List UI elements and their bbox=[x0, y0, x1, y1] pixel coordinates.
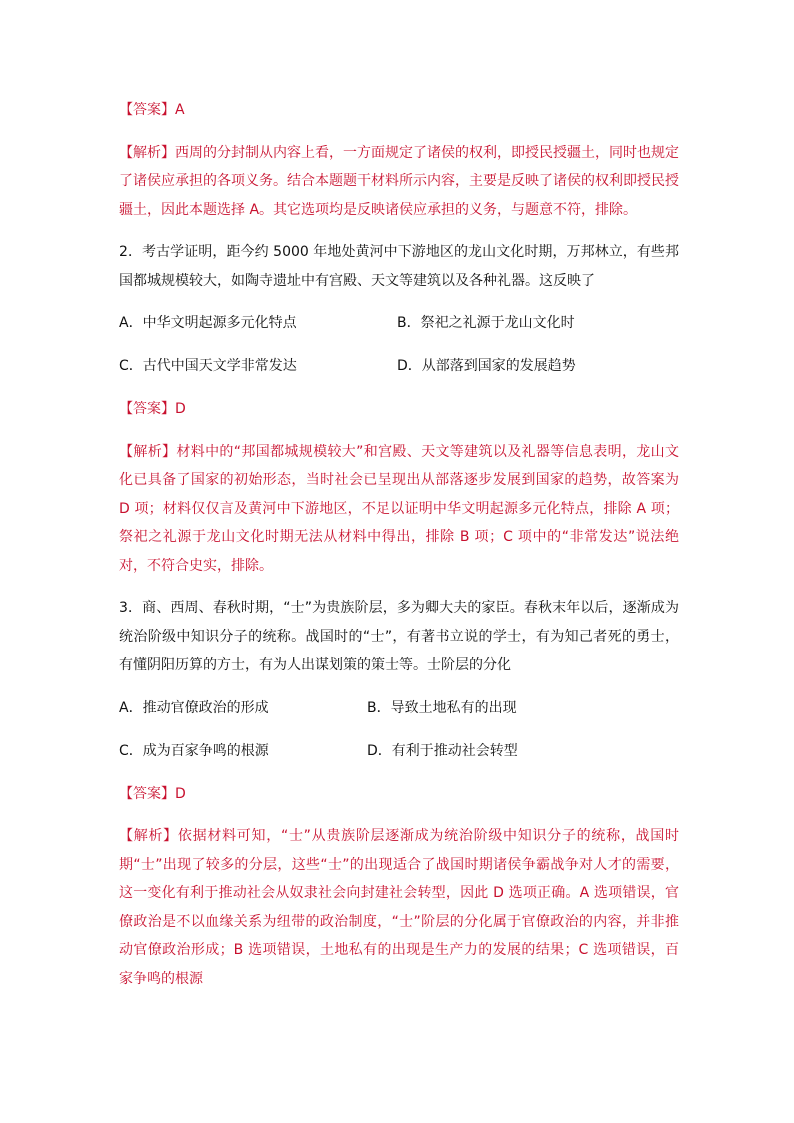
option-a: A．推动官僚政治的形成 bbox=[119, 699, 269, 716]
question-3-options-row-1 bbox=[119, 694, 679, 722]
answer-text: D bbox=[175, 401, 186, 417]
explanation-2 bbox=[119, 438, 679, 581]
option-c: C．成为百家争鸣的根源 bbox=[119, 742, 269, 759]
document-page bbox=[119, 96, 679, 993]
explanation-tag: 【解析】 bbox=[119, 443, 177, 460]
option-d: D．有利于推动社会转型 bbox=[367, 742, 518, 759]
option-b: B．祭祀之礼源于龙山文化时 bbox=[397, 315, 575, 331]
question-2-options-row-1 bbox=[119, 309, 679, 337]
option-c: C．古代中国天文学非常发达 bbox=[119, 358, 297, 374]
explanation-3 bbox=[119, 822, 679, 993]
explanation-tag: 【解析】 bbox=[119, 144, 175, 161]
answer-text: A bbox=[175, 102, 185, 118]
question-2: 2．考古学证明，距今约 5000 年地处黄河中下游地区的龙山文化时期，万邦林立，有些邦国都城规模较大，如陶寺遗址中有宫殿、天文等建筑以及各种礼器。这反映了 bbox=[119, 244, 679, 289]
explanation-1 bbox=[119, 139, 679, 225]
answer-tag: 【答案】 bbox=[119, 785, 175, 802]
explanation-tag: 【解析】 bbox=[119, 828, 178, 844]
explanation-text: 材料中的“邦国都城规模较大”和宫殿、天文等建筑以及礼器等信息表明，龙山文化已具备了国家的初始形态，当时社会已呈现出从部落逐步发展到国家的趋势，故答案为 D 项；材料仅仅言及黄河中下游地区，不足以证明中华文明起源多元化特点，排除 A 项；祭祀之礼源于龙山文化时期无法从材料中得出，排除 B 项；C 项中的“非常发达”说法绝对，不符合史实，排除。 bbox=[119, 443, 679, 574]
answer-2 bbox=[119, 395, 679, 424]
option-a: A．中华文明起源多元化特点 bbox=[119, 315, 297, 331]
answer-1 bbox=[119, 96, 679, 125]
explanation-text: 依据材料可知，“士”从贵族阶层逐渐成为统治阶级中知识分子的统称，战国时期“士”出现了较多的分层，这些“士”的出现适合了战国时期诸侯争霸战争对人才的需要，这一变化有利于推动社会从奴隶社会向封建社会转型，因此 D 选项正确。A 选项错误，官僚政治是不以血缘关系为纽带的政治制度，“士”阶层的分化属于官僚政治的内容，并非推动官僚政治形成；B 选项错误，土地私有的出现是生产力的发展的结果；C 选项错误，百家争鸣的根源 bbox=[119, 828, 680, 987]
answer-tag: 【答案】 bbox=[119, 401, 175, 417]
answer-3 bbox=[119, 780, 679, 809]
option-b: B．导致土地私有的出现 bbox=[367, 699, 517, 716]
question-3: 3．商、西周、春秋时期，“士”为贵族阶层，多为卿大夫的家臣。春秋末年以后，逐渐成为统治阶级中知识分子的统称。战国时的“士”，有著书立说的学士，有为知己者死的勇士，有懂阴阳历算的方士，有为人出谋划策的策士等。士阶层的分化 bbox=[119, 600, 679, 673]
question-3-options-row-2 bbox=[119, 737, 679, 765]
question-2-options-row-2 bbox=[119, 352, 679, 380]
option-d: D．从部落到国家的发展趋势 bbox=[397, 358, 576, 374]
answer-tag: 【答案】 bbox=[119, 102, 175, 118]
explanation-text: 西周的分封制从内容上看，一方面规定了诸侯的权利，即授民授疆土，同时也规定了诸侯应承担的各项义务。结合本题题干材料所示内容，主要是反映了诸侯的权利即授民授疆土，因此本题选择 A。其它选项均是反映诸侯应承担的义务，与题意不符，排除。 bbox=[119, 144, 679, 218]
answer-text: D bbox=[175, 785, 186, 802]
